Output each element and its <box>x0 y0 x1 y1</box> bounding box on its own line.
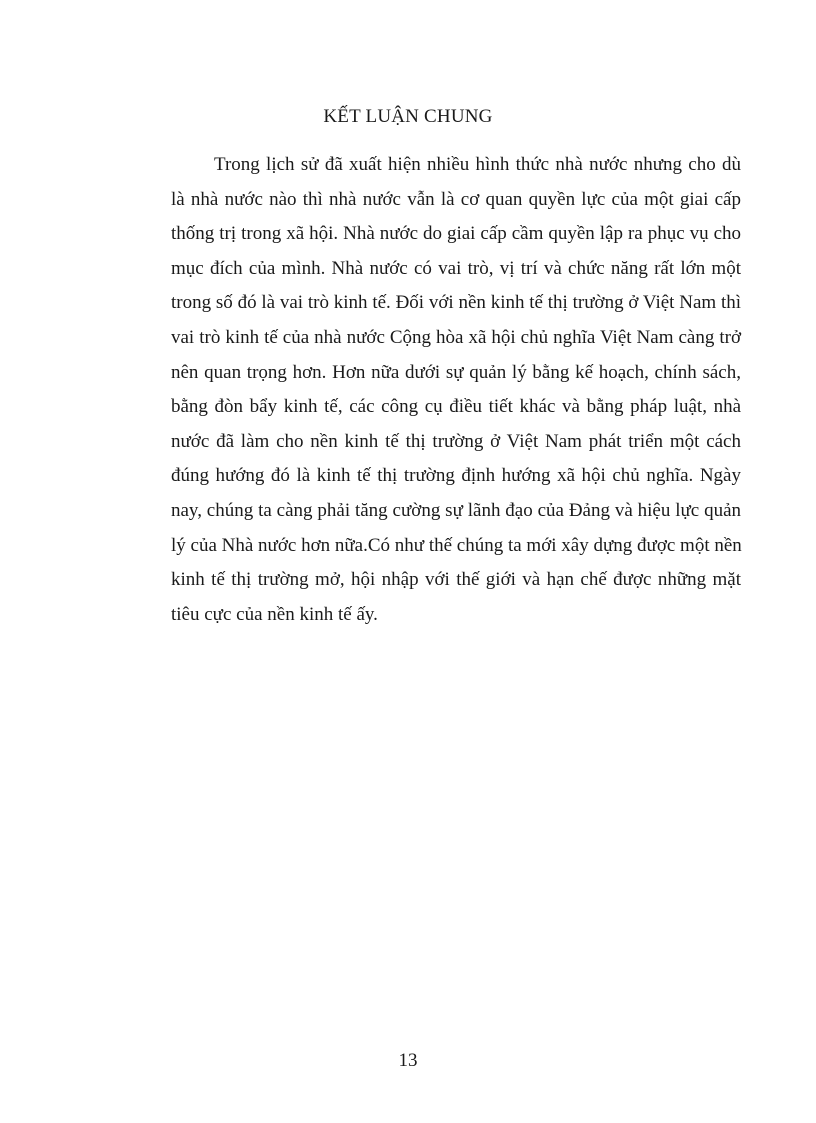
paragraph-line: nay, chúng ta càng phải tăng cường sự lãnh đạo của Đảng và hiệu lực quản <box>171 499 741 521</box>
page-title: KẾT LUẬN CHUNG <box>323 106 493 127</box>
paragraph-line: là nhà nước nào thì nhà nước vẫn là cơ quan quyền lực của một giai cấp <box>171 188 741 210</box>
paragraph-line: thống trị trong xã hội. Nhà nước do giai cấp cầm quyền lập ra phục vụ cho <box>171 223 741 245</box>
page-number: 13 <box>398 1050 418 1071</box>
paragraph-line: kinh tế thị trường mở, hội nhập với thế giới và hạn chế được những mặt <box>171 569 741 591</box>
paragraph-line: vai trò kinh tế của nhà nước Cộng hòa xã hội chủ nghĩa Việt Nam càng trở <box>171 326 741 348</box>
paragraph-line: nước đã làm cho nền kinh tế thị trường ở Việt Nam phát triển một cách <box>171 430 741 452</box>
paragraph-line: nên quan trọng hơn. Hơn nữa dưới sự quản lý bằng kế hoạch, chính sách, <box>171 361 741 383</box>
paragraph-line: mục đích của mình. Nhà nước có vai trò, vị trí và chức năng rất lớn một <box>171 257 741 279</box>
paragraph-line: tiêu cực của nền kinh tế ấy. <box>171 603 378 625</box>
paragraph-line: trong số đó là vai trò kinh tế. Đối với nền kinh tế thị trường ở Việt Nam thì <box>171 292 741 314</box>
paragraph-line: Trong lịch sử đã xuất hiện nhiều hình thức nhà nước nhưng cho dù <box>214 154 741 175</box>
paragraph-line: đúng hướng đó là kinh tế thị trường định hướng xã hội chủ nghĩa. Ngày <box>171 465 741 487</box>
paragraph-line: lý của Nhà nước hơn nữa.Có như thế chúng ta mới xây dựng được một nền <box>171 534 742 556</box>
paragraph-line: bằng đòn bẩy kinh tế, các công cụ điều tiết khác và bằng pháp luật, nhà <box>171 396 741 418</box>
conclusion-paragraph <box>171 148 741 632</box>
